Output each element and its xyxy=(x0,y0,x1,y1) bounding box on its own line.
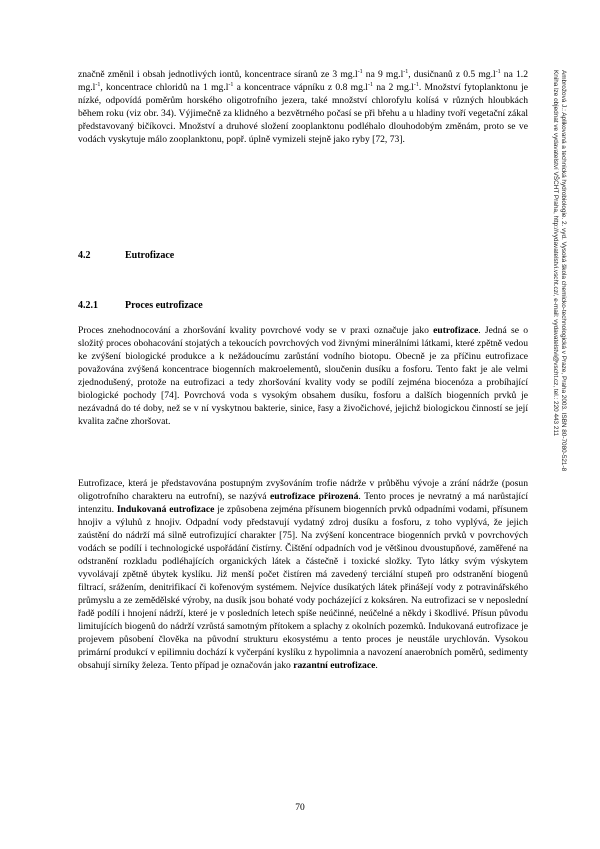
side-note-line-2: Kniha lze objednat ve vydavatelství VŠCHT Praha, http://vydavatelstvi.vscht.cz/, e-mail: vydavatelstvi@vscht.cz, tel.: 220 443 211 xyxy=(552,70,559,437)
side-note xyxy=(551,70,567,680)
continuation-paragraph: značně změnil i obsah jednotlivých iontů, koncentrace síranů ze 3 $mg.l^{-1}$ na 9 $mg.l^{-1}$, dusičnanů z 0.5 $mg.l^{-1}$ na 1.2 $mg.l^{-1}$, koncentrace chloridů na 1 $mg.l^{-1}$ a koncentrace vápníku z 0.8 $mg.l^{-1}$ na 2 $mg.l^{-1}$. Množství fytoplanktonu je nízké, odpovídá poměrům horského oligotrofního jezera, také množství chlorofylu kolísá v různých hloubkách během roku (viz obr. 34). Výjimečně za klidného a bezvětrného počasí se při břehu a u hladiny tvoří vegetační zákal představovaný bičíkovci. Množství a druhové složení zooplanktonu podléhalo dlouhodobým změnám, proto se ve vodách vyskytuje málo zooplanktonu, popř. úplně vymizeli stejně jako ryby [72, 73]. xyxy=(78,68,528,145)
page-number: 70 xyxy=(295,803,305,813)
subsection-title: Proces eutrofizace xyxy=(125,300,203,311)
section-title: Eutrofizace xyxy=(125,250,175,261)
side-note-line-1: Ambrožová J.: Aplikovaná a technická hydrobiologie. 2. vyd. Vysoká škola chemicko-technologická v Praze, Praha 2003. ISBN 80-7080-521-8 xyxy=(560,70,567,472)
subsection-number: 4.2.1 xyxy=(78,300,98,311)
subsection-heading xyxy=(78,300,203,311)
paragraph-2: Eutrofizace, která je představována postupným zvyšováním trofie nádrže v průběhu vývoje a zrání nádrže (posun oligotrofního charakteru na eutrofní), se nazývá eutrofizace přirozená. Tento proces je nevratný a má narůstající intenzitu. Indukovaná eutrofizace je způsobena zejména přísunem biogenních prvků odpadními vodami, přísunem hnojiv a výluhů z hnojiv. Odpadní vody představují vydatný zdroj dusíku a fosforu, z toho vyplývá, že jejich zaústění do nádrží má silně eutrofizující charakter [75]. Na zvýšení koncentrace biogenních prvků v povrchových vodách se podílí i technologické uspořádání čistírny. Čištění odpadních vod je většinou dvoustupňové, zaměřené na odstranění rozkladu podléhajících organických látek a částečně i toxické složky. Tyto látky svým výskytem vyvolávají zpětně úbytek kyslíku. Již menší počet čistíren má zavedený terciální stupeň pro odstranění biogenů filtrací, srážením, denitrifikací či kořenovým systémem. Nejvíce dusíkatých látek přinášejí vody z potravinářského průmyslu a ze zemědělské výroby, na dusík jsou bohaté vody pocházející z koksáren. Na eutrofizaci se v neposlední řadě podílí i hnojení nádrží, které je v posledních letech spíše neúčinné, neúčelné a někdy i škodlivé. Přísun původu limitujících biogenů do nádrží vzrůstá samotným přítokem a splachy z okolních pozemků. Indukovaná eutrofizace je projevem působení člověka na původní strukturu ekosystému a tento proces je neustále urychlován. Vysokou primární produkcí v epilimniu dochází k vyčerpání kyslíku z hypolimnia a navození anaerobních poměrů, sedimenty obsahují sirníky železa. Tento případ je označován jako razantní eutrofizace. xyxy=(78,478,528,671)
section-heading xyxy=(78,250,174,261)
paragraph-1: Proces znehodnocování a zhoršování kvality povrchové vody se v praxi označuje jako eutrofizace. Jedná se o složitý proces obohacování stojatých a tekoucích povrchových vod živnými minerálními látkami, které zpětně vedou ke zvýšení biologické produkce a k nežádoucímu zarůstání vodního biotopu. Obecně je za příčinu eutrofizace považována zvýšená koncentrace biogenních makroelementů, sloučenin dusíku a fosforu. Tento fakt je ale velmi zjednodušený, protože na eutrofizaci a tedy zhoršování kvality vody se podílí zejména biocenóza a probíhající biologické pochody [74]. Povrchová voda s vysokým obsahem dusíku, fosforu a dalších biogenních prvků je nezávadná do té doby, než se v ní vyskytnou bakterie, sinice, řasy a živočichové, jejichž biologickou činností se její kvalita začne zhoršovat. xyxy=(78,325,529,427)
section-number: 4.2 xyxy=(78,250,91,261)
